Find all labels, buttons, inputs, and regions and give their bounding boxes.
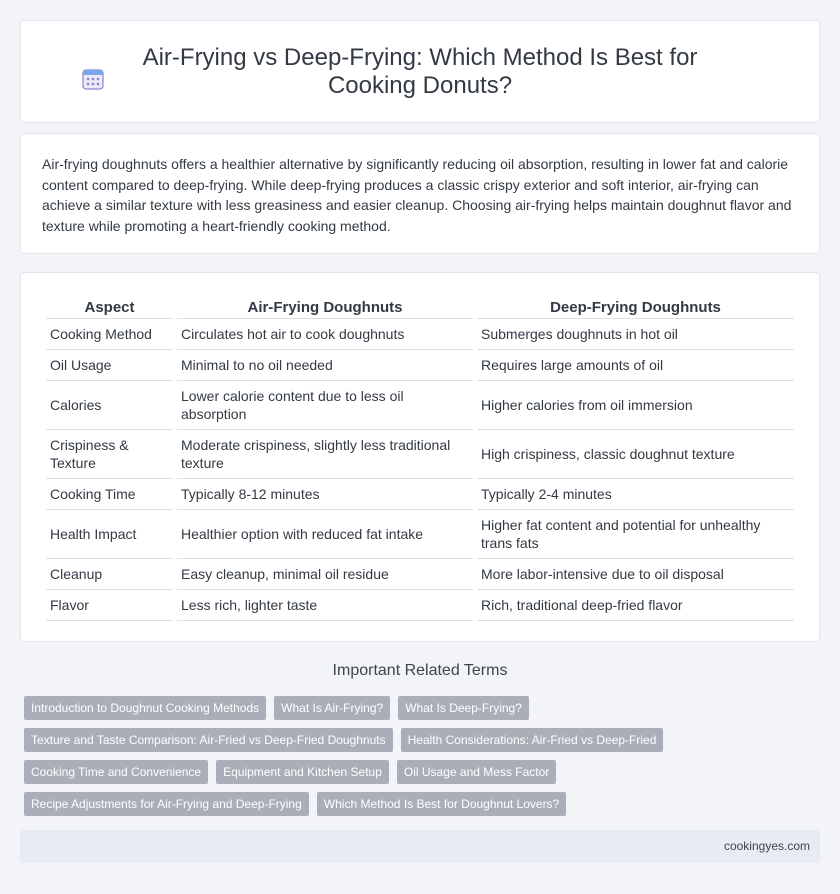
related-term-tag[interactable]: Oil Usage and Mess Factor [397,760,556,784]
related-term-tag[interactable]: Texture and Taste Comparison: Air-Fried vs Deep-Fried Doughnuts [24,728,393,752]
table-row [46,350,794,381]
table-row [46,559,794,590]
row-deep-frying: Typically 2-4 minutes [477,479,794,510]
row-aspect: Health Impact [46,510,173,559]
related-terms-heading: Important Related Terms [332,662,508,679]
related-term-tag[interactable]: Recipe Adjustments for Air-Frying and Deep-Frying [24,792,309,816]
table-row [46,430,794,479]
table-row [46,479,794,510]
related-term-tag[interactable]: Introduction to Doughnut Cooking Methods [24,696,266,720]
row-deep-frying: Requires large amounts of oil [477,350,794,381]
row-air-frying: Lower calorie content due to less oil absorption [177,381,473,430]
row-air-frying: Circulates hot air to cook doughnuts [177,319,473,350]
row-air-frying: Easy cleanup, minimal oil residue [177,559,473,590]
row-air-frying: Typically 8-12 minutes [177,479,473,510]
row-deep-frying: Higher calories from oil immersion [477,381,794,430]
header-deep-frying: Deep-Frying Doughnuts [477,297,794,319]
header-air-frying: Air-Frying Doughnuts [177,297,473,319]
row-air-frying: Healthier option with reduced fat intake [177,510,473,559]
row-aspect: Crispiness & Texture [46,430,173,479]
row-air-frying: Less rich, lighter taste [177,590,473,621]
related-term-tag[interactable]: What Is Deep-Frying? [398,696,529,720]
row-air-frying: Minimal to no oil needed [177,350,473,381]
table-header-row [46,297,794,319]
table-row [46,381,794,430]
row-deep-frying: Rich, traditional deep-fried flavor [477,590,794,621]
intro-card [20,133,820,254]
row-air-frying: Moderate crispiness, slightly less traditional texture [177,430,473,479]
related-term-tag[interactable]: Equipment and Kitchen Setup [216,760,389,784]
row-deep-frying: Submerges doughnuts in hot oil [477,319,794,350]
page-title: Air-Frying vs Deep-Frying: Which Method Is Best for Cooking Donuts? [142,43,698,99]
site-name[interactable]: cookingyes.com [723,839,810,853]
header-aspect: Aspect [46,297,173,319]
related-terms-list [24,696,804,824]
row-aspect: Flavor [46,590,173,621]
calendar-icon [81,67,105,91]
row-deep-frying: More labor-intensive due to oil disposal [477,559,794,590]
row-aspect: Cooking Time [46,479,173,510]
row-aspect: Oil Usage [46,350,173,381]
table-row [46,590,794,621]
comparison-card [20,272,820,642]
table-row [46,319,794,350]
comparison-table [42,297,798,621]
row-aspect: Cleanup [46,559,173,590]
title-card [20,20,820,123]
row-aspect: Cooking Method [46,319,173,350]
row-deep-frying: Higher fat content and potential for unhealthy trans fats [477,510,794,559]
intro-paragraph: Air-frying doughnuts offers a healthier alternative by significantly reducing oil absorption, resulting in lower fat and calorie content compared to deep-frying. While deep-frying produces a classic crispy exterior and soft interior, air-frying can achieve a similar texture with less greasiness and easier cleanup. Choosing air-frying helps maintain doughnut flavor and texture while promoting a heart-friendly cooking method. [42,156,792,234]
related-term-tag[interactable]: Which Method Is Best for Doughnut Lovers? [317,792,566,816]
related-term-tag[interactable]: Cooking Time and Convenience [24,760,208,784]
related-term-tag[interactable]: Health Considerations: Air-Fried vs Deep-Fried [401,728,664,752]
row-aspect: Calories [46,381,173,430]
row-deep-frying: High crispiness, classic doughnut texture [477,430,794,479]
table-row [46,510,794,559]
footer [20,830,820,863]
related-term-tag[interactable]: What Is Air-Frying? [274,696,390,720]
